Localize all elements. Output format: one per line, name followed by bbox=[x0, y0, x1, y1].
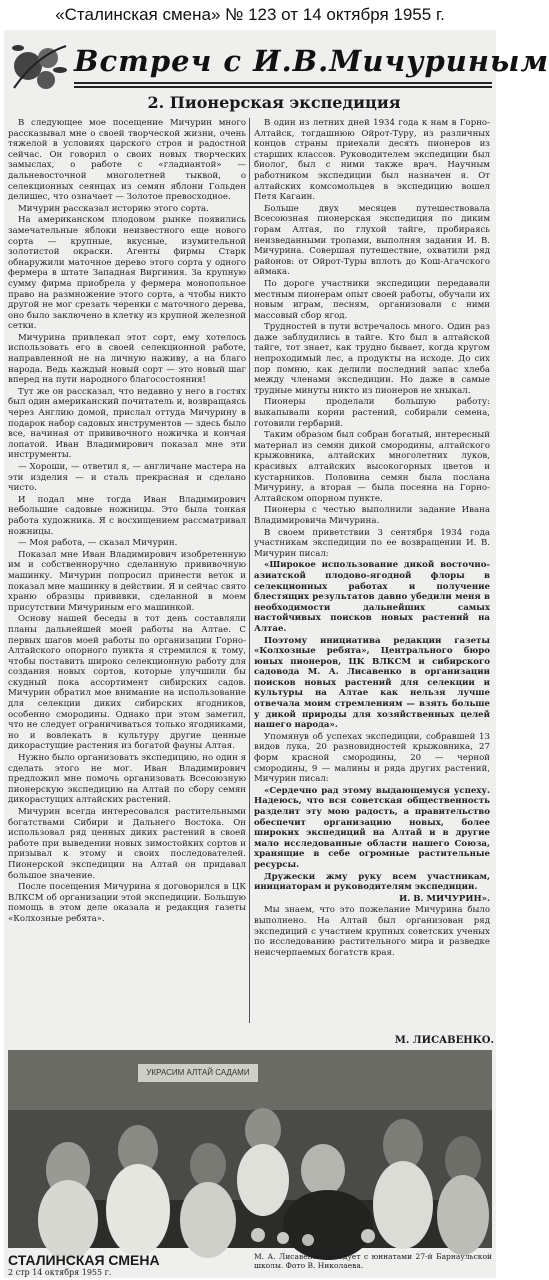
article-photo bbox=[8, 1050, 492, 1248]
paragraph: Основу нашей беседы в тот день составляли планы дальнейшей моей работы на Алтае. С первых шагов моей работы по организации Горно-Алтайского опорного пункта я стремился к тому, чтобы поставить широко селекционную работу для создания новых сортов, которые улучшили бы скудный пока ассортимент сибирских садов. Мичурин обратил мое внимание на использование для селекции диких сибирских ягодников, особенно смородины. Однако при этом заметил, что не следует ограничиваться только ягодниками, но и вовлекать в культуру другие ценные дикорастущие растения из богатой фауны Алтая. bbox=[8, 614, 246, 752]
quote-paragraph: «Сердечно рад этому выдающемуся успеху. Надеюсь, что вся советская общественность разделит эту мою радость, а правительство обеспечит организацию новых, более широких экспедиций на Алтай и в другие мало исследованные области нашего Союза, хранящие в себе огромные растительные ресурсы. bbox=[254, 785, 490, 870]
banner-rule-2 bbox=[74, 86, 492, 88]
paragraph: Пионеры с честью выполнили задание Ивана Владимировича Мичурина. bbox=[254, 505, 490, 526]
paragraph: Тут же он рассказал, что недавно у него в гостях был один американский почитатель и, возвращаясь через Англию домой, прислал оттуда Мичурину в подарок набор садовых инструментов — здесь было все, начиная от прививочного ножичка и кончая лопатой. Иван Владимирович показал мне эти инструменты. bbox=[8, 386, 246, 461]
newspaper-page bbox=[4, 30, 549, 1278]
paragraph: В своем приветствии 3 сентября 1934 года участникам экспедиции по ее возвращении И. В. Мичурин писал: bbox=[254, 527, 490, 559]
quote-signature: И. В. МИЧУРИН». bbox=[399, 893, 490, 904]
paragraph: И подал мне тогда Иван Владимирович небольшие садовые ножницы. Это была тонкая работа художника. Я с восхищением рассматривал ножницы. bbox=[8, 494, 246, 537]
paragraph: Мичурин рассказал историю этого сорта. bbox=[18, 203, 209, 214]
flower-ornament-icon bbox=[6, 36, 70, 96]
paragraph: — Хороши, — ответил я, — англичане мастера на эти изделия — и сталь прекрасная и сделано чисто. bbox=[8, 462, 246, 494]
paragraph: Нужно было организовать экспедицию, но один я сделать этого не мог. Иван Владимирович предложил мне помочь организовать Всесоюзную пионерскую экспедицию на Алтай по сбору семян дикорастущих алтайских растений. bbox=[8, 753, 246, 806]
paragraph: Показал мне Иван Владимирович изобретенную им и собственноручно сделанную прививочную машинку. Мичурин попросил принести веток и показал мне машинку в действии. Я и сейчас свято храню образцы прививки, сделанной в моем присутствии Мичуриным его машинкой. bbox=[8, 549, 246, 613]
quote-paragraph: «Широкое использование дикой восточно-азиатской плодово-ягодной флоры в селекционных работах и получение блестящих результатов давно убедили меня в необходимости дальнейших самых настойчивых поисков новых растений на Алтае. bbox=[254, 560, 490, 634]
paragraph: После посещения Мичурина я договорился в ЦК ВЛКСМ об организации этой экспедиции. Большую помощь в этом деле оказала и редакция газеты «Колхозные ребята». bbox=[8, 882, 246, 924]
quote-paragraph: Поэтому инициатива редакции газеты «Колхозные ребята», Центрального бюро юных пионеров, ЦК ВЛКСМ и сибирского садовода М. А. Лисавенко в организации поисков новых растений для селекции и культуры на Алтае как нельзя лучше отвечала моим стремлениям — взять больше у дикой природы для хозяйственных целей нашего народа». bbox=[254, 635, 490, 731]
photo-caption: М. А. Лисавенко беседует с юннатами 27-й Барнаульской школы. Фото В. Николаева. bbox=[254, 1252, 492, 1270]
paragraph: Трудностей в пути встречалось много. Один раз даже заблудились в тайге. Кто был в алтайской тайге, тот знает, как трудно бывает, когда кругом непроходимый лес, а продукты на исходе. До сих пор помню, как делили последний запас хлеба между членами экспедиции. Но даже в самые трудные минуты никто из пионеров не хныкал. bbox=[254, 322, 490, 396]
paragraph: Упомянув об успехах экспедиции, собравшей 13 видов лука, 20 разновидностей крыжовника, 27 форм красной смородины, 20 — черной смородины, 9 — малины и ряда других растений, Мичурин писал: bbox=[254, 731, 490, 785]
paragraph: В один из летних дней 1934 года к нам в Горно-Алтайск, тогдашнюю Ойрот-Туру, из различных концов страны приехали десять пионеров из старших классов. Руководителем экспедиции был биолог, был с ними также врач. Научным работником экспедиции был назначен я. От алтайских комсомольцев в экспедицию вошел Петя Кагаин. bbox=[254, 118, 490, 203]
banner-rule bbox=[74, 82, 492, 84]
newspaper-name: СТАЛИНСКАЯ СМЕНА bbox=[8, 1252, 160, 1268]
banner-title: Встреч с И.В.Мичуриным bbox=[74, 44, 549, 78]
paragraph: В следующее мое посещение Мичурин много рассказывал мне о своей творческой жизни, очень тяжелой в условиях царского строя и радостной сейчас. Он говорил о своих новых творческих замыслах, о работе с «гладиантой» — дальневосточной многолетней тыквой, о селекционных сеянцах из семян яблони Гольден делишес, что означает — Золотое превосходное. bbox=[8, 118, 246, 203]
paragraph: Мичурин всегда интересовался растительными богатствами Сибири и Дальнего Востока. Он использовал ряд ценных диких растений в своей работе при выведении новых зимостойких сортов и призывал к этому и своих последователей. Пионерской экспедиции на Алтай он придавал большое значение. bbox=[8, 807, 246, 881]
paragraph: Больше двух месяцев путешествовала Всесоюзная пионерская экспедиция по диким горам Алтая, по глухой тайге, пробираясь неизведанными тропами, выполняя задания И. В. Мичурина. Совершая путешествие, охватили ряд районов: от Ойрот-Туры вплоть до Кош-Агачского аймака. bbox=[254, 203, 490, 278]
article-subtitle: 2. Пионерская экспедиция bbox=[147, 93, 401, 112]
article-column-left bbox=[8, 118, 246, 1023]
paragraph: — Моя работа, — сказал Мичурин. bbox=[18, 538, 178, 549]
article-author: М. ЛИСАВЕНКО. bbox=[394, 1035, 494, 1046]
issue-date: 2 стр 14 октября 1955 г. bbox=[8, 1268, 112, 1277]
paragraph: На американском плодовом рынке появились замечательные яблоки неизвестного еще нового сорта — крупные, вкусные, изумительной золотистой окраски. Агенты фирмы Старк обнаружили маточное дерево этого сорта у одного фермера в штате Западная Виргиния. За крупную сумму фирма приобрела у фермера монопольное право на размножение этого сорта, а чтобы никто другой не мог срезать черенки с маточного дерева, оно было заключено в клетку из крупной железной сетки. bbox=[8, 215, 246, 332]
quote-paragraph: Дружески жму руку всем участникам, инициаторам и руководителям экспедиции. bbox=[254, 871, 490, 893]
photo-banner-sign: УКРАСИМ АЛТАЙ САДАМИ bbox=[138, 1064, 258, 1082]
page-caption: «Сталинская смена» № 123 от 14 октября 1955 г. bbox=[55, 5, 445, 24]
paragraph: Мы знаем, что это пожелание Мичурина было выполнено. На Алтай был организован ряд экспедиций с участием крупных советских ученых по исследованию растительного мира и разведке неисчерпаемых богатств края. bbox=[254, 905, 490, 958]
banner bbox=[4, 36, 549, 96]
paragraph: Мичурина привлекал этот сорт, ему хотелось использовать его в своей селекционной работе, направленной не на личную наживу, а на благо народа. Ведь каждый новый сорт — это новый шаг вперед на пути народного благосостояния! bbox=[8, 332, 246, 386]
paragraph: Пионеры проделали большую работу: выкапывали корни растений, собирали семена, готовили гербарий. bbox=[254, 397, 490, 429]
paragraph: Таким образом был собран богатый, интересный материал из семян дикой смородины, алтайского крыжовника, алтайских многолетних луков, красивых алтайских высокогорных цветов и кустарников. Половина семян была послана Мичурину, а вторая — была посеяна на Горно-Алтайском опорном пункте. bbox=[254, 430, 490, 504]
column-divider bbox=[249, 118, 250, 1023]
article-column-right bbox=[254, 118, 490, 1008]
paragraph: По дороге участники экспедиции передавали местным пионерам опыт своей работы, обучали их новым играм, песням, организовали с ними массовый сбор ягод. bbox=[254, 278, 490, 321]
